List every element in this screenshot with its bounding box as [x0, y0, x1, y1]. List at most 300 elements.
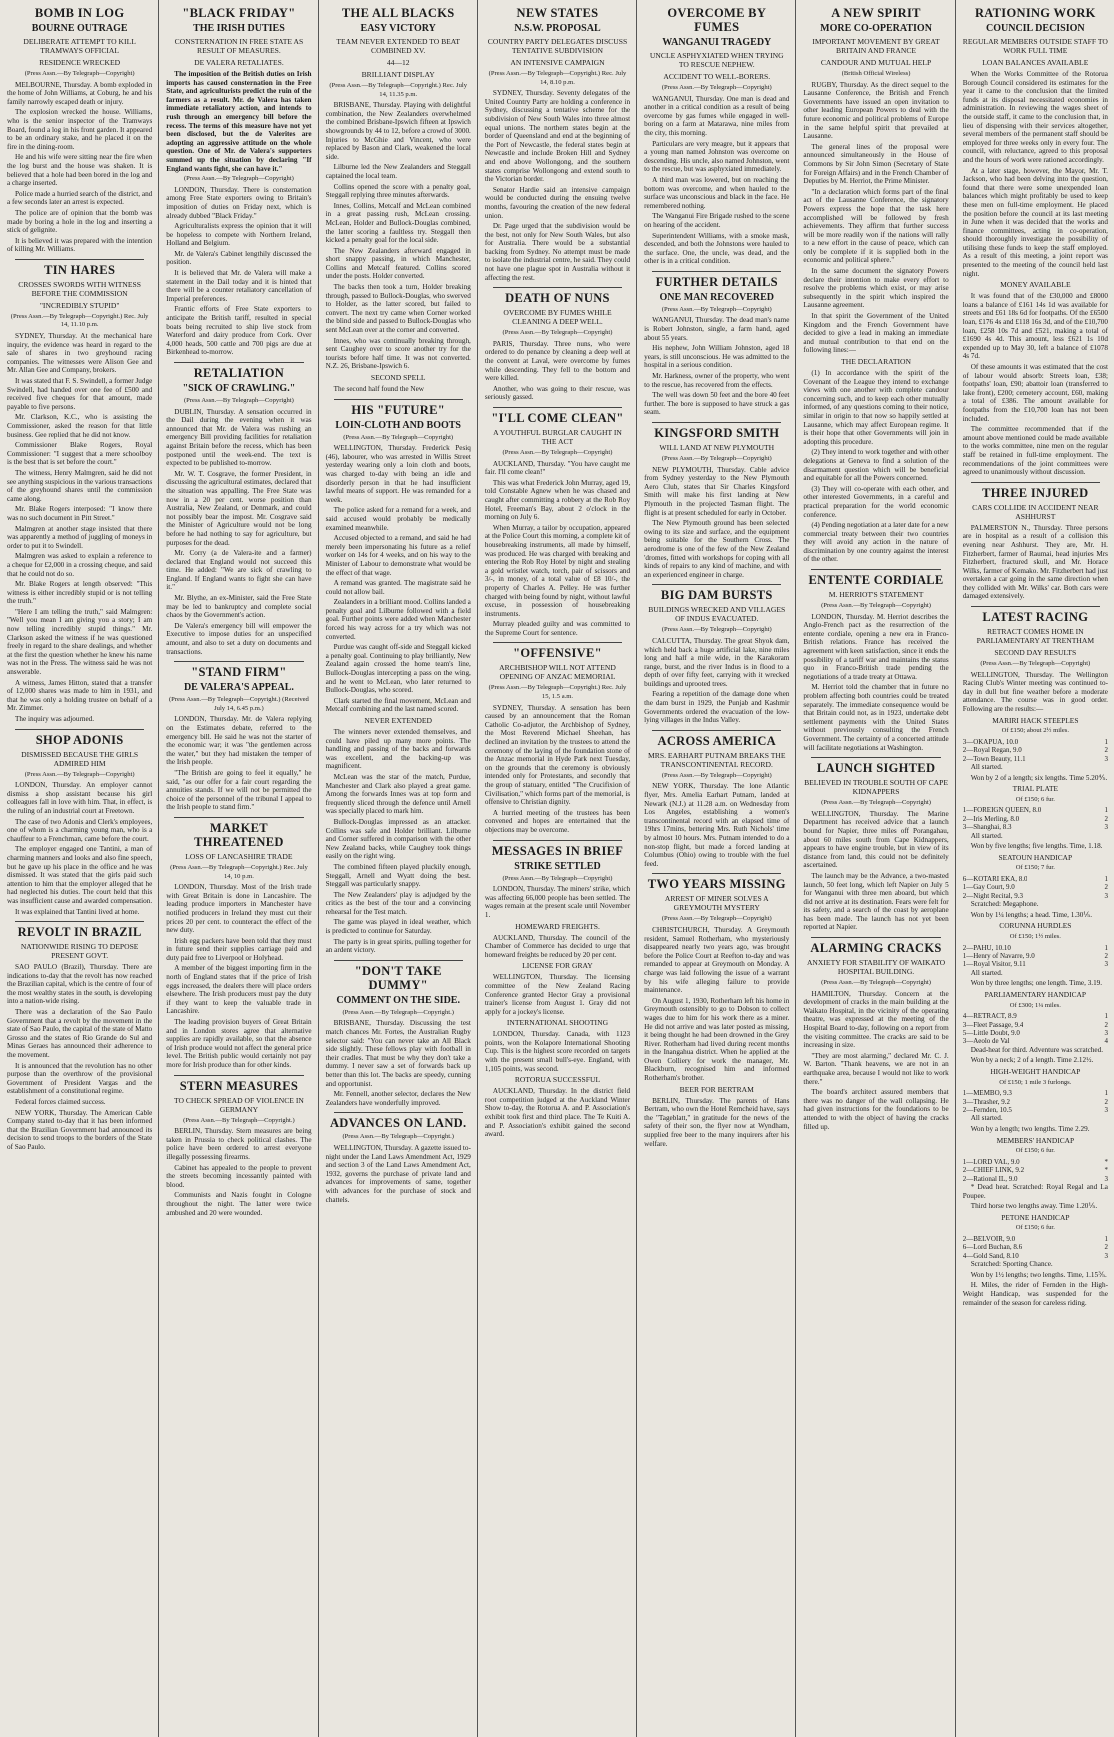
article-paragraph: The well was down 50 feet and the bore 40 feet further. The bore is supposed to have struck a gas seam.	[644, 391, 790, 417]
article-paragraph: Frantic efforts of Free State exporters to anticipate the British tariff, resulted in special boats being recruited to ship live stock from Waterford and dairy produce from Cork. Over 4,000 heads, 500 cattle and 700 pigs are due at Birkenhead to-morrow.	[166, 305, 312, 357]
dateline: (Press Assn.—By Telegraph—Copyright)	[821, 602, 931, 610]
article	[485, 6, 630, 282]
subheadline: RESIDENCE WRECKED	[39, 58, 121, 67]
column-2	[159, 0, 318, 1737]
article-paragraph: The explosion wrecked the house. Williams, who is the senior inspector of the Tramways Board, found a log in his front garden. It appeared to be an ordinary stake, and he placed it on the fire in the dining-room.	[7, 108, 153, 151]
article-paragraph: Lilburne led the New Zealanders and Steggall captained the local team.	[325, 163, 471, 180]
column-5	[637, 0, 796, 1737]
headline: A NEW SPIRIT	[831, 6, 921, 20]
race-place: 3	[1104, 1174, 1108, 1183]
race-note: All started.	[970, 831, 1003, 840]
article	[644, 271, 789, 417]
race-stake: Of £150; 1 mile 3 furlongs.	[999, 1078, 1072, 1086]
subheadline: HOMEWARD FREIGHTS.	[515, 921, 600, 931]
article	[803, 937, 948, 1131]
race-entry: 1—Royal Visitor, 9.11	[962, 960, 1026, 969]
race-note: Third horse two lengths away. Time 1.20⅕.	[970, 1202, 1098, 1211]
article-paragraph: "The British are going to feel it equally," he said, "as our offer for a fair court regarding the annuities stands. If we will not be permitted the choice of the personnel of the tribunal I appeal to the Irish people to stand firm."	[166, 768, 312, 812]
race-placing	[963, 1098, 1108, 1106]
subheadline: CONSTERNATION IN FREE STATE AS RESULT OF MEASURES.	[174, 37, 304, 55]
article-paragraph: Cabinet has appealed to the people to prevent the streets becoming incessantly painted with blood.	[166, 1163, 312, 1189]
article-paragraph: Purdue was caught off-side and Steggall kicked a penalty goal. Continuing to play brilliantly, New Zealand again crossed the home team's line, Bullock-Douglas intercepting a pass on the wing, and he went to McLean, who later returned to Bullock-Douglas, who scored.	[325, 643, 471, 695]
subheadline: NATIONWIDE RISING TO DEPOSE PRESENT GOVT.	[20, 942, 139, 961]
subheadline: A YOUTHFUL BURGLAR CAUGHT IN THE ACT	[493, 428, 622, 446]
article-paragraph: Mr. Blythe, an ex-Minister, said the Free State may be led to bankruptcy and complete social chaos by the Government's action.	[166, 594, 312, 620]
race-placing	[963, 815, 1108, 823]
article-paragraph: It is believed it was prepared with the intention of killing Mr. Williams.	[7, 236, 153, 254]
subheadline: "SICK OF CRAWLING."	[182, 383, 296, 394]
subheadline: OVERCOME BY FUMES WHILE CLEANING A DEEP WELL.	[503, 308, 612, 327]
article-paragraph: Federal forces claimed success.	[15, 1098, 106, 1106]
article-paragraph: It was found that of the £30,000 and £8000 loans a balance of £161 14s 1d was available for streets and £61 18s 6d for footpaths. Of the £6500 loan, £176 4s and £118 16s 3d, and of the £10,700 loan, £258 10s 7d and £521, making a total of £1690 4s 4d. This amount, less £621 1s 10d expended up to May 30, left a balance of £1078 4s 7d.	[962, 292, 1108, 361]
article-paragraph: The second half found the New	[333, 385, 424, 393]
race-note: Won by 1½ lengths; two lengths. Time, 1.15⅗.	[970, 1270, 1107, 1279]
headline: "OFFENSIVE"	[513, 646, 602, 661]
race-entry: 1—LORD VAL, 9.0	[962, 1157, 1020, 1166]
article-paragraph: The imposition of the British duties on Irish imports has caused consternation in the Free State, and agriculturists predict the ruin of the farmers as a result. Mr. de Valera has taken immediate retaliatory action, and intends to rush through an emergency bill before the recess. The terms of this measure have not yet been disclosed, but the de Valerites are adopting an aggressive attitude on the whole question. One of Mr. de Valera's supporters summed up the situation by declaring "If England wants fight, she can have it."	[166, 70, 312, 173]
headline: RETALIATION	[193, 366, 285, 380]
subheadline: SECOND SPELL	[370, 373, 426, 382]
article-paragraph: A remand was granted. The magistrate said he could not allow bail.	[325, 579, 471, 596]
headline: STERN MEASURES	[179, 1078, 299, 1093]
dateline: (Press Assn.—By Telegraph—Copyright)	[343, 433, 454, 441]
race-place: 3	[1104, 1106, 1108, 1114]
race-place: *	[1104, 1157, 1108, 1166]
race-note: Won by five lengths; five lengths. Time, 1.18.	[970, 842, 1103, 851]
race-placing	[963, 883, 1108, 891]
race-entry: 3—Shanghai, 8.3	[962, 823, 1012, 832]
race-entry: 5—Little Doubt, 9.0	[962, 1029, 1020, 1037]
article-paragraph: The backs then took a turn, Holder breaking through, passed to Bullock-Douglas, who swerved to Holder, as the latter scored, but failed to convert. The next try came when Corner worked the blind side and passed to Bullock-Douglas who sent McLean over at the corner and converted.	[325, 283, 471, 335]
column-rule	[493, 407, 622, 408]
race-note: Won by a length; two lengths. Time 2.29.	[970, 1125, 1090, 1133]
headline: TIN HARES	[44, 262, 116, 277]
column-rule	[15, 729, 144, 730]
race-place: 1	[1104, 1234, 1108, 1243]
article-paragraph: There was a declaration of the Sao Paulo Government that a revolt by the movement in the state of Sao Paulo, the capital of the state of Matto Grosso and the states of Rio Grande do Sul and Minas Geraes has announced their adherence to the movement.	[7, 1008, 153, 1060]
subheadline: BOURNE OUTRAGE	[31, 23, 128, 34]
column-rule	[493, 287, 622, 288]
headline: FURTHER DETAILS	[655, 274, 778, 289]
dateline: (Press Assn.—By Telegraph—Copyright)	[821, 979, 931, 987]
article-paragraph: It is believed that Mr. de Valera will make a statement in the Dail today and it is hinted that there will be a counter retaliatory cancellation of Imperial preferences.	[166, 269, 312, 303]
article-paragraph: Innes, Collins, Metcalf and McLean combined in a great passing rush, McLean crossing. McLean, Holder and Bullock-Douglas combined, the latter scoring a faultless try. Steggall then kicked a penalty goal for the local side.	[325, 201, 471, 245]
subheadline: COMMENT ON THE SIDE.	[336, 994, 460, 1006]
article	[485, 840, 630, 920]
race-placing	[963, 1106, 1108, 1114]
article	[963, 606, 1108, 714]
dateline: (Press Assn.—By Telegraph—Copyright)	[661, 626, 772, 634]
article	[326, 373, 471, 394]
headline: LATEST RACING	[982, 610, 1089, 625]
column-rule	[174, 661, 303, 662]
race-placing	[963, 1158, 1108, 1166]
race-name: MARIRI HACK STEEPLES	[992, 715, 1079, 725]
dateline: (Press Assn.—By Telegraph—Copyright)	[24, 770, 135, 778]
article	[7, 921, 152, 1151]
column-rule	[174, 362, 303, 363]
article-paragraph: HAMILTON, Thursday. Concern at the development of cracks in the main building at the Waikato Hospital, in the vicinity of the operating theatre, was expressed at the meeting of the Hospital Board to-day, following on a report from the visiting committee. The cracks are said to be increasing in size.	[803, 989, 949, 1050]
article-paragraph: De Valera's emergency bill will empower the Executive to impose duties for an unspecified amount, and also to set a duty on documents and transactions.	[166, 621, 312, 656]
article	[166, 661, 311, 812]
subheadline: THE DECLARATION	[841, 357, 911, 366]
article-paragraph: "Here I am telling the truth," said Malmgren: "Well you mean I am giving you a story; I am now telling incredibly stupid things." Mr. Clarkson asked the witness if he was questioned freely in regard to the share dealings, and whether at the first the question whether he knew his name was not in the Press. The witness said he was not answerable.	[7, 607, 153, 677]
article-paragraph: WANGANUI, Thursday. The dead man's name is Robert Johnston, single, a farm hand, aged about 55 years.	[644, 316, 790, 342]
race-entry: 1—Gay Court, 9.0	[962, 883, 1015, 892]
article-paragraph: Collins opened the score with a penalty goal, Steggall replying three minutes afterwards.	[325, 182, 471, 200]
race-placing	[963, 823, 1108, 831]
subheadline: CARS COLLIDE IN ACCIDENT NEAR ASHHURST	[972, 502, 1099, 521]
race-placing	[963, 755, 1108, 763]
race-result	[963, 785, 1108, 851]
article-paragraph: Malmgren was asked to explain a reference to a cheque for £2,000 in a crossing cheque, and said that he could not do so.	[7, 552, 153, 578]
article-paragraph: Mr. Harkness, owner of the property, who went to the rescue, has recovered from the effects.	[644, 372, 790, 389]
subheadline: MRS. EARHART PUTNAM BREAKS THE TRANSCONTINENTAL RECORD.	[648, 750, 786, 769]
column-rule	[811, 757, 940, 758]
article-paragraph: McLean was the star of the match, Purdue, Manchester and Clark also played a great game. Among the forwards Innes was at top form and frequently sliced through the defence until Arnell was specially placed to mark him.	[325, 772, 471, 816]
article	[803, 569, 948, 752]
article-paragraph: SYDNEY, Thursday. Seventy delegates of the United Country Party are holding a conference in Sydney, discussing a tentative scheme for the subdivision of New South Wales into three almost equal unions. The northern states begin at the border of Queensland and end at the beginning of the Port of Newcastle, the federal states begin at Newcastle and include Broken Hill and Sydney and end above Wollongong, and the southern states comprise Wollongong and extend south to the Victorian border.	[484, 89, 631, 184]
headline: DEATH OF NUNS	[505, 291, 610, 306]
race-stake: Of £150; 6 fur.	[1015, 1147, 1055, 1155]
subheadline: BELIEVED IN TROUBLE SOUTH OF CAPE KIDNAPPERS	[804, 778, 949, 797]
article	[7, 6, 152, 254]
race-placing	[963, 892, 1108, 900]
subheadline: "INCREDIBLY STUPID"	[39, 300, 120, 310]
race-placing	[963, 1089, 1108, 1097]
subheadline: COUNTRY PARTY DELEGATES DISCUSS TENTATIVE SUBDIVISION	[487, 37, 628, 55]
article-paragraph: Of these amounts it was estimated that the cost of labour would absorb: Streets loan, £38; footpaths' loan, £90; abattoir loan (transferred to lake front), £200; cemetery account, £60, making a total of £386. The amount available for footpaths from the £10,700 loan has not been included.	[962, 363, 1108, 423]
article-paragraph: Mr. Blake Rogers at length observed: "This witness is either incredibly stupid or is not telling the truth."	[7, 580, 153, 606]
article	[963, 482, 1108, 601]
article-paragraph: The general lines of the proposal were announced simultaneously in the House of Commons by Sir John Simon (Secretary of State for Foreign Affairs) and in the French Chamber of Deputies by M. Herriot, the Prime Minister.	[803, 142, 949, 186]
article-paragraph: Mr. Corry (a de Valera-ite and a farmer) declared that England would not succeed this time. He added: "We are sick of crawling to England. If England wants to fight she can have it."	[166, 549, 312, 592]
article	[644, 873, 789, 1082]
dateline: (Press Assn.—By Telegraph—Copyright)	[24, 70, 135, 77]
headline: "BLACK FRIDAY"	[182, 6, 296, 20]
dateline: (Press Assn.—By Telegraph—Copyright)	[502, 329, 613, 337]
headline: HIS "FUTURE"	[351, 402, 445, 417]
column-rule	[493, 840, 622, 841]
article-paragraph: A hurried meeting of the trustees has been convened and hopes are entertained that the objections may be overcome.	[484, 808, 631, 834]
article-paragraph: BRISBANE, Thursday. Playing with delightful combination, the New Zealanders overwhelmed the combined Brisbane-Ipswich fifteen at Ipswich showgrounds by 44 to 12, before a crowd of 3000. Injuries to McGhie and Vincent, who were replaced by Bason and Clark, weakened the local side.	[325, 101, 471, 161]
article-paragraph: Innes, who was continually breaking through, sent Caughey over to score another try for the tourists before half time. It was not converted. N.Z. 26, Brisbane-Ipswich 6.	[325, 336, 471, 371]
article-paragraph: The winners never extended themselves, and could have piled up many more points. The handling and passing of the backs and forwards was excellent, and the backing-up was magnificent.	[325, 728, 471, 771]
article-paragraph: (1) In accordance with the spirit of the Covenant of the League they intend to exchange views with one another with complete candour concerning such, and to keep each other mutually informed, of any questions coming to their notice, similar in origin to that now so happily settled at Lausanne, which may affect European regime. It is their hope that other Governments will join in adopting this procedure.	[803, 369, 949, 446]
column-rule	[811, 937, 940, 938]
article	[326, 598, 471, 714]
race-stake: Of £150; 6 fur.	[1015, 795, 1055, 803]
race-note: Dead-heat for third. Adventure was scratched.	[970, 1045, 1104, 1054]
article	[166, 362, 311, 656]
subheadline: LOSS OF LANCASHIRE TRADE	[185, 851, 293, 861]
subheadline: M. HERRIOT'S STATEMENT	[828, 590, 924, 600]
dateline: (British Official Wireless)	[841, 70, 911, 77]
subheadline: ANXIETY FOR STABILITY OF WAIKATO HOSPITAL BUILDING.	[806, 958, 946, 977]
dateline: (Press Assn.—By Telegraph—Copyright)	[183, 175, 294, 183]
race-place: 3	[1104, 960, 1108, 969]
subheadline: MONEY AVAILABLE	[1000, 280, 1071, 290]
column-rule	[15, 921, 144, 922]
dateline: (Press Assn.—By Telegraph—Copyright)	[661, 455, 772, 462]
article	[485, 961, 630, 1016]
race-result	[963, 717, 1108, 783]
article	[485, 642, 630, 834]
article-paragraph: LONDON, Thursday. Canada, with 1123 points, won the Kolapore International Shooting Cup. This is the highest score recorded on targets with the present small bull's-eye. England, with 1,105 points, was second.	[484, 1030, 631, 1073]
dateline: (Press Assn.—By Telegraph—Copyright.)	[342, 1133, 454, 1141]
article-paragraph: Commissioner Blake Rogers, Royal Commissioner: "I suggest that a mere schoolboy is the best that is set before the court."	[7, 441, 153, 467]
race-place: 2	[1104, 1097, 1108, 1106]
article	[644, 6, 789, 266]
race-place: 2	[1104, 814, 1108, 823]
race-note: Won by 1¼ lengths; a head. Time, 1.30⅕.	[970, 910, 1093, 919]
race-stake: Of £150; 6 fur.	[1015, 1224, 1055, 1232]
article-paragraph: (3) They will co-operate with each other, and other interested Governments, in a careful and practical preparation for the world economic conference.	[803, 484, 949, 519]
article	[963, 6, 1108, 278]
column-4	[478, 0, 637, 1737]
article-paragraph: A third man was lowered, but on reaching the bottom was overcome, and when hauled to the surface was unconscious and black in the face. He remembered nothing.	[644, 175, 790, 210]
column-rule	[334, 399, 463, 400]
article	[326, 399, 471, 597]
race-place: 1	[1104, 1089, 1108, 1098]
race-stake: Of £150; 7 fur.	[1015, 864, 1055, 872]
race-place: 2	[1104, 952, 1108, 960]
article-paragraph: The launch may be the Advance, a two-masted launch, 50 feet long, which left Napier on July 5 for Wanganui with three men aboard, but which did not arrive at its destination. Fears were felt for its safety, and a search of the coast by aeroplane has been made. The launch has not yet been reported at Napier.	[803, 871, 949, 932]
race-place: 1	[1104, 806, 1108, 815]
article-paragraph: AUCKLAND, Thursday. "You have caught me fair. I'll come clean!"	[484, 459, 631, 477]
subheadline: STRIKE SETTLED	[514, 860, 601, 872]
article	[803, 757, 948, 932]
column-rule	[15, 259, 144, 260]
article-paragraph: CALCUTTA, Thursday. The great Shyok dam, which held back a huge artificial lake, nine miles long and half a mile wide, in the Karakoram range, burst, and the river Indus is in flood to a depth of over fifty feet, carrying with it wrecked buildings and uprooted trees.	[644, 636, 790, 688]
article-paragraph: Police made a hurried search of the district, and a few seconds later an arrest is expected.	[7, 189, 153, 207]
article-paragraph: Irish egg packers have been told that they must in future send their supplies carriage paid and duty paid free to Liverpool or Holyhead.	[166, 936, 312, 962]
race-name: PETONE HANDICAP	[1001, 1212, 1070, 1222]
article	[803, 6, 948, 355]
article-paragraph: Zealanders in a brilliant mood. Collins landed a penalty goal and Lilburne followed with a field goal. Further points were added when Manchester forced his way across for a try which was not converted.	[325, 598, 471, 641]
race-place: 4	[1104, 1037, 1108, 1046]
article-paragraph: The police asked for a remand for a week, and said accused would probably be medically examined meanwhile.	[325, 506, 471, 532]
race-stake: Of £150; 1½ miles.	[1009, 933, 1061, 940]
article	[7, 729, 152, 917]
article-paragraph: The Wanganui Fire Brigade rushed to the scene on hearing of the accident.	[644, 212, 790, 229]
dateline: (Press Assn.—By Telegraph—Copyright.)	[342, 1008, 454, 1016]
article-paragraph: Another, who was going to their rescue, was seriously gassed.	[484, 384, 631, 402]
article-paragraph: SAO PAULO (Brazil), Thursday. There are indications to-day that the revolt has now reached the Brazilian capital, which is the centre of four of the most wealthy states in the south, is developing into a nation-wide rising.	[7, 963, 153, 1006]
dateline: (Press Assn.—By Telegraph—Copyright.) Rec. July 15, 1.5 a.m.	[488, 684, 627, 701]
article-paragraph: At a later stage, however, the Mayor, Mr. T. Jackson, who had been delving into the question, found that there were some unexpended loan balances which might profitably be used to keep these men on full-time employment. He placed the position before the council at its last meeting in June when it was decided that the works and finance committees, acting in co-operation, should thoroughly investigate the possibility of utilising these funds to keep the staff employed. As a result of this meeting, a joint report was presented to the meeting of the council held last night.	[962, 166, 1108, 278]
race-stake: Of £150; about 2½ miles.	[1001, 727, 1070, 735]
article-paragraph: (2) They intend to work together and with other delegations at Geneva to find a solution of the disarmament question which will be beneficial and equitable for all the Powers concerned.	[803, 448, 949, 483]
article-paragraph: PALMERSTON N., Thursday. Three persons are in hospital as a result of a collision this evening near Ashhurst. They are, Mr. H. Fitzherbert, farmer of Raumai, head injuries Mrs Fitzherbert, fractured skull, and Mr. Horace Wilks, farmer of Kemako. Mr. Fitzherbert had just overtaken a car going in the same direction when they collided with Mr. Wilks' car. Both cars were damaged extensively.	[962, 523, 1108, 601]
article	[963, 280, 1108, 476]
headline: RATIONING WORK	[974, 6, 1096, 20]
race-note: Scratched: Megaphone.	[970, 900, 1039, 909]
subheadline: LOIN-CLOTH AND BOOTS	[335, 419, 461, 431]
race-name: TRIAL PLATE	[1012, 784, 1059, 794]
race-place: 1	[1104, 875, 1108, 883]
race-place: 2	[1104, 1020, 1108, 1029]
dateline: (Press Assn.—By Telegraph—Copyright.) Rec. July 14, 8.10 p.m.	[488, 70, 627, 86]
subheadline: UNCLE ASPHYXIATED WHEN TRYING TO RESCUE NEPHEW.	[649, 51, 784, 69]
subheadline: BRILLIANT DISPLAY	[361, 70, 435, 79]
article	[644, 730, 789, 869]
column-rule	[334, 960, 463, 961]
article	[644, 422, 789, 579]
subheadline: TO CHECK SPREAD OF VIOLENCE IN GERMANY	[173, 1095, 304, 1114]
headline: BOMB IN LOG	[34, 6, 125, 20]
column-3	[319, 0, 478, 1737]
subheadline: 44—12	[386, 58, 410, 67]
race-entry: 3—Thrasher, 9.2	[962, 1097, 1011, 1106]
race-name: CORUNNA HURDLES	[999, 921, 1072, 931]
race-entry: 2—Royal Regan, 9.0	[962, 746, 1022, 755]
subheadline: LICENSE FOR GRAY	[522, 961, 593, 971]
column-rule	[971, 606, 1100, 607]
article-paragraph: BRISBANE, Thursday. Discussing the test match chances Mr. Fortes, the Australian Rugby selector said: "You can never take an All Black side slightly. These fellows play with football in their cradles. That must be why they don't take a dummy. I never saw a set of forwards back up better than this lot. The backs are speedy, cunning and opportunist.	[325, 1019, 471, 1088]
article-paragraph: The witness, Henry Malmgren, said he did not see anything suspicious in the various transactions of the greyhound shares until the commission came along.	[7, 468, 153, 503]
article	[485, 922, 630, 960]
article-paragraph: Malmgren at another stage insisted that there was apparently a method of juggling of moneys in order to put it to Swindell.	[7, 524, 153, 550]
article-paragraph: Mr. de Valera's Cabinet lengthily discussed the position.	[166, 249, 312, 267]
headline: BIG DAM BURSTS	[660, 588, 773, 603]
article-paragraph: A member of the biggest importing firm in the north of England states that if the price of Irish eggs increased, the dealers there will place orders elsewhere. The Irish producers must pay the duty if they want to keep the valuable trade in Lancashire.	[166, 964, 312, 1016]
race-result	[963, 991, 1108, 1065]
headline: ALARMING CRACKS	[810, 941, 942, 956]
race-entry: 3—OKAPUA, 10.0	[962, 737, 1019, 746]
subheadline: DE VALERA RETALIATES.	[194, 58, 284, 67]
race-note: All started.	[970, 968, 1003, 977]
subheadline: IMPORTANT MOVEMENT BY GREAT BRITAIN AND FRANCE	[812, 37, 940, 55]
article-paragraph: "They are most alarming," declared Mr. C. J. W. Barton. "Thank heavens, we are not in an earthquake area, because I would not like to work there."	[803, 1051, 949, 1086]
subheadline: DISMISSED BECAUSE THE GIRLS ADMIRED HIM	[21, 749, 139, 768]
article	[7, 259, 152, 724]
article-paragraph: WELLINGTON, Thursday. The Marine Department has received advice that a launch bound for Napier, three miles off Porangahau, about 60 miles south from Cape Kidnappers, appears to have engine trouble, but in view of its distance from land, this could not be definitely ascertained.	[803, 809, 949, 870]
headline: ACROSS AMERICA	[657, 733, 776, 748]
race-placing	[963, 738, 1108, 746]
article-paragraph: Mr. Blake Rogers interposed: "I know there was no such document in Pitt Street."	[7, 505, 153, 522]
article-paragraph: The New Zealanders afterward engaged in short snappy passing, in which Manchester, Collins and Metcalf featured. Collins scored under the posts. Holder converted.	[325, 246, 471, 281]
race-placing	[963, 1252, 1108, 1260]
article-paragraph: CHRISTCHURCH, Thursday. A Greymouth resident, Samuel Rotherham, who mysteriously disappeared nearly two years ago, was brought before the Police Court at Reefton to-day and was remanded to appear at Greymouth on Monday. A charge was laid following the issue of a warrant by his wife alleging failure to provide maintenance.	[644, 925, 790, 995]
race-name: PARLIAMENTARY HANDICAP	[984, 990, 1086, 999]
race-name: SEATOUN HANDICAP	[998, 852, 1073, 862]
column-rule	[334, 1112, 463, 1113]
race-note: All started.	[970, 1114, 1003, 1123]
article	[166, 175, 311, 357]
article-paragraph: WELLINGTON, Thursday. Frederick Pesiq (46), labourer, who was arrested in Willis Street yesterday wearing only a loin cloth and boots, was charged to-day with being an idle and disorderly person in that he had insufficient lawful means of support. He was remanded for a week.	[325, 444, 471, 504]
article-paragraph: SYDNEY, Thursday. At the mechanical hare inquiry, the evidence was heard in regard to the sale of shares in two greyhound racing companies. The witnesses were Alison Gee and Mr. Allan Gee and Company, brokers.	[7, 332, 153, 375]
headline: REVOLT IN BRAZIL	[17, 925, 142, 940]
article-paragraph: It was explained that Tantini lived at home.	[15, 907, 140, 916]
article-paragraph: On August 1, 1930, Rotherham left his home in Greymouth ostensibly to go to Dobson to collect wages due to him for his work there as a miner. He did not arrive and was later posted as missing, it being thought he had been drowned in the Grey River. Rotherham had lived during recent months in the Inangahua district. When he applied at the Owen Colliery for work the manager, Mr. Blackburn, recognised him and informed Rotherham's brother.	[644, 996, 790, 1083]
article-paragraph: Clark started the final movement, McLean and Metcalf combining and the last named scored.	[325, 696, 471, 714]
race-result	[963, 854, 1108, 920]
race-entry: 2—Night Recital, 9.3	[962, 891, 1023, 900]
subheadline: MORE CO-OPERATION	[820, 23, 932, 34]
race-entry: 2—Rational IL, 9.0	[962, 1174, 1018, 1183]
article-paragraph: The party is in great spirits, pulling together for an ardent victory.	[325, 937, 471, 955]
race-entry: 1—MEMBO, 9.3	[962, 1089, 1012, 1098]
article-paragraph: WELLINGTON, Thursday. A gazette issued to-night under the Land Laws Amendment Act, 1929 and section 3 of the Land Laws Amendment Act, 1932, governs the purchase of private land and advances for improvements of same, together with advances for the purchase of stock and chattels.	[325, 1143, 471, 1204]
race-entry: 2—PAHU, 10.10	[962, 943, 1011, 952]
subheadline: DE VALERA'S APPEAL.	[183, 682, 294, 694]
article-paragraph: A witness, James Hitton, stated that a transfer of 12,000 shares was made to him in 1931, and that he was only a holding trustee on behalf of a Mr. Zimmer.	[7, 678, 153, 713]
article-paragraph: Superintendent Williams, with a smoke mask, descended, and both the Johnstons were hauled to the surface. One, the uncle, was dead, and the other is in a critical condition.	[644, 231, 790, 266]
race-entry: 3—Aeolo de Val	[962, 1037, 1010, 1046]
headline: TWO YEARS MISSING	[647, 877, 786, 892]
article-paragraph: Communists and Nazis fought in Cologne throughout the night. The latter were twice ambushed and 20 were wounded.	[166, 1191, 312, 1217]
article-paragraph: PARIS, Thursday. Three nuns, who were ordered to do penance by cleaning a deep well at the convent at Laval, were overcome by fumes while descending. They fell to the bottom and were killed.	[484, 339, 631, 383]
article-paragraph: "In a declaration which forms part of the final act of the Lausanne Conference, the signatory Powers express the hope that the task here accomplished will be followed by fresh achievements. They affirm that further success will be more readily won if the nations will rally to a new effort in the cause of peace, which can only be complete if it is supplied both in the economic and political sphere."	[803, 187, 949, 265]
race-place: 1	[1104, 737, 1108, 746]
subheadline: RETRACT COMES HOME IN PARLIAMENTARY AT TRENTHAM	[976, 627, 1095, 646]
race-place: 2	[1104, 883, 1108, 892]
race-placing	[963, 1029, 1108, 1037]
race-placing	[963, 1037, 1108, 1045]
article	[485, 287, 630, 402]
race-entry: 2—Iris Merling, 8.0	[962, 814, 1020, 823]
article-paragraph: AUCKLAND, Thursday. The council of the Chamber of Commerce has decided to urge that homeward freights be reduced by 20 per cent.	[484, 933, 631, 959]
article-paragraph: NEW YORK, Thursday. The American Cable Company stated to-day that it has been informed that the Brazilian Government had announced its decision to send troops to the borders of the State of Sao Paulo.	[7, 1108, 153, 1151]
article-paragraph: RUGBY, Thursday. As the direct sequel to the Lausanne Conference, the British and French Governments have issued an open invitation to other leading European Powers to deal with the future economic and political problems of Europe in the same helpful spirit that prevailed at Lausanne.	[803, 80, 949, 141]
column-7	[956, 0, 1114, 1737]
column-1	[0, 0, 159, 1737]
race-placing	[963, 1235, 1108, 1243]
headline: KINGSFORD SMITH	[654, 426, 780, 440]
race-placing	[963, 952, 1108, 960]
article-paragraph: Agriculturalists express the opinion that it will be hopeless to compete with Northern Ireland, Holland and Belgium.	[166, 222, 312, 248]
column-rule	[652, 422, 781, 423]
race-result	[963, 1068, 1108, 1134]
article-paragraph: When the Works Committee of the Rotorua Borough Council considered its estimates for the year it came to the conclusion that the limited funds at its disposal necessitated economies in administration. In reviewing the wages sheet of the outside staff, it came to the conclusion that, in lieu of dispensing with their services altogether, several members of the permanent staff should be employed for three weeks only in every four. The council, with reluctance, agreed to this proposal and the hours of work were rationed accordingly.	[962, 70, 1108, 164]
article	[644, 584, 789, 725]
article	[485, 1018, 630, 1073]
subheadline: SECOND DAY RESULTS	[994, 648, 1077, 658]
subheadline: ONE MAN RECOVERED	[659, 291, 774, 303]
article-paragraph: SYDNEY, Thursday. A sensation has been caused by an announcement that the Roman Catholic Co-adjutor, the Archbishop of Sydney, the Most Reverend Michael Sheehan, has declined an invitation by the trustees to attend the ceremony of the laying of the foundation stone of the Anzac memorial in Hyde Park next Tuesday, on the grounds that the ceremony is obviously intended only for Protestants, and secondly that the group of statuary, entitled "The Crucifixion of Civilisation," which forms part of the memorial, is offensive to Christian dignity.	[484, 703, 631, 807]
headline: ADVANCES ON LAND.	[329, 1116, 467, 1131]
headline: NEW STATES	[516, 6, 599, 20]
race-placing	[963, 875, 1108, 883]
article-paragraph: When Murray, a tailor by occupation, appeared at the Police Court this morning, a complete kit of housebreaking instruments, all made by himself, was produced. He was charged with breaking and entering the Rob Roy Hotel by night and stealing a gold wristlet watch, torch, pair of scissors and 3/-, in money, of a total value of £8 10/-, the property of Charles A. Pelley. He was further charged with being found by night, without lawful excuse, in possession of housebreaking instruments.	[484, 523, 631, 618]
article-paragraph: In that spirit the Government of the United Kingdom and the French Government have decided to give a lead in making an immediate and mutual contribution to that end on the following lines:—	[803, 312, 949, 355]
subheadline: WILL LAND AT NEW PLYMOUTH	[659, 443, 775, 452]
race-place: 2	[1104, 746, 1108, 755]
article-paragraph: Mr. Clarkson, K.C., who is assisting the Commissioner, asked the reason for that little business. Gee replied that he did not know.	[7, 413, 153, 439]
column-rule	[652, 730, 781, 731]
race-place: 3	[1104, 754, 1108, 763]
article-paragraph: The police are of opinion that the bomb was made by boring a hole in the log and inserting a stick of gelignite.	[7, 208, 153, 235]
article	[166, 817, 311, 1070]
race-placing	[963, 806, 1108, 814]
article-paragraph: Senator Hardie said an intensive campaign would be conducted during the ensuing twelve months, favouring the creation of the new federal union.	[484, 185, 631, 220]
race-entry: 4—RETRACT, 8.9	[962, 1012, 1017, 1021]
article	[803, 357, 948, 564]
article-paragraph: (4) Pending negotiation at a later date for a new commercial treaty between their two countries they will avoid any action in the nature of discrimination by one country against the interest of the other.	[803, 521, 949, 564]
article-paragraph: Dr. Page urged that the subdivision would be the best, not only for New South Wales, but also for Australia. There would be a substantial backing from Sydney. No attempt must be made to isolate the industrial centre, he said. They could not have one plague spot in Australia without it affecting the rest.	[484, 222, 631, 282]
article-paragraph: LONDON, Thursday. M. Herriot describes the Anglo-French pact as the resurrection of the entente cordiale, opening a new era in Franco-British relations. France has received the agreement with keen satisfaction, since it ends the possibility of a tariff war and maintains the status quo in Franco-British trade pending the negotiations of a trade treaty at Ottawa.	[803, 612, 949, 681]
dateline: (Press Assn.—By Telegraph—Copyright)	[502, 449, 613, 456]
article-paragraph: Murray pleaded guilty and was committed to the Supreme Court for sentence.	[484, 620, 631, 637]
article	[326, 716, 471, 955]
race-place: 3	[1104, 1251, 1108, 1260]
race-note: Won by 2 of a length; six lengths. Time 5.20⅘.	[970, 773, 1108, 782]
race-placing	[963, 1175, 1108, 1183]
dateline: (Press Assn.—By Telegraph—Copyright)	[661, 305, 772, 313]
subheadline: BEER FOR BERTRAM	[679, 1084, 754, 1094]
article	[644, 1085, 789, 1149]
